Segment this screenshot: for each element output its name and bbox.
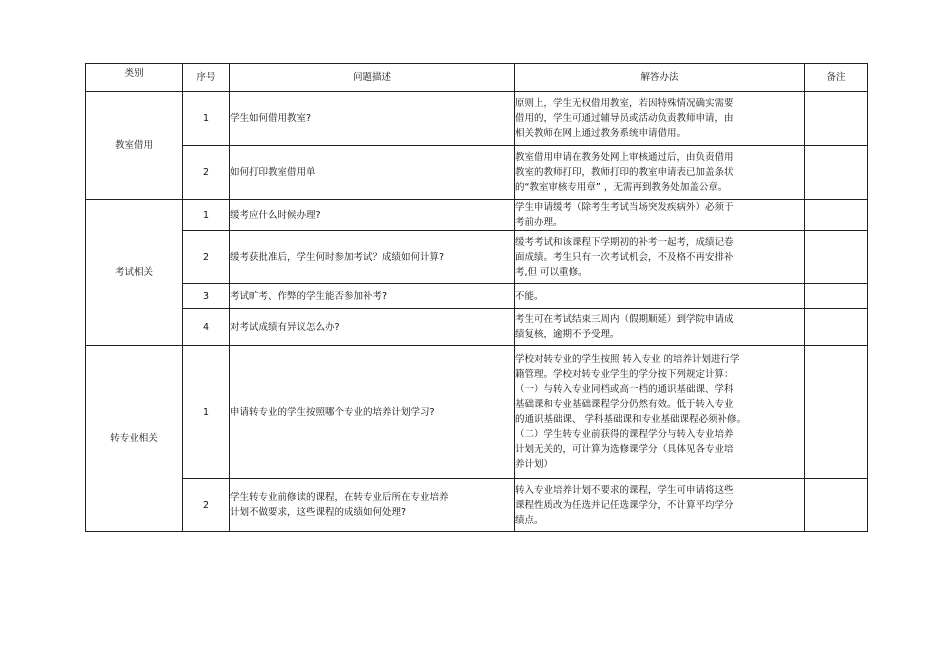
question-line: 对考试成绩有异议怎么办? bbox=[230, 321, 340, 333]
answer-line: 的“教室审核专用章” ，无需再到教务处加盖公章。 bbox=[515, 182, 728, 193]
note-cell bbox=[805, 309, 868, 346]
answer-line: 转入专业培养计划不要求的课程，学生可申请将这些 bbox=[515, 484, 734, 496]
question-line: 缓考获批准后，学生何时参加考试？成绩如何计算? bbox=[230, 251, 445, 263]
answer-line: 课程性质改为任选并记任选课学分，不计算平均学分 bbox=[515, 499, 734, 511]
question-line: 学生如何借用教室? bbox=[230, 113, 312, 124]
number-cell: 4 bbox=[183, 309, 230, 346]
answer-cell bbox=[515, 200, 805, 231]
number-cell: 1 bbox=[183, 346, 230, 479]
number-cell: 2 bbox=[183, 146, 230, 200]
answer-line: 原则上，学生无权借用教室，若因特殊情况确实需要 bbox=[515, 98, 734, 109]
number-cell: 3 bbox=[183, 284, 230, 309]
question-cell bbox=[230, 200, 515, 231]
answer-line: 的通识基础课、 学科基础课和专业基础课程必须补修。 bbox=[515, 414, 747, 425]
answer-cell bbox=[515, 231, 805, 284]
answer-line: 考,但 可以重修。 bbox=[515, 266, 588, 278]
answer-line: 考前办理。 bbox=[515, 217, 563, 228]
answer-line: 考生可在考试结束三周内（假期顺延）到学院申请成 bbox=[515, 314, 734, 325]
question-line: 计划不做要求，这些课程的成绩如何处理? bbox=[230, 507, 407, 518]
question-line: 如何打印教室借用单 bbox=[230, 167, 316, 178]
answer-line: 相关教师在网上通过教务系统申请借用。 bbox=[515, 128, 687, 139]
table-row bbox=[86, 92, 868, 146]
note-cell bbox=[805, 146, 868, 200]
answer-line: 学校对转专业的学生按照 转入专业 的培养计划进行学 bbox=[515, 354, 740, 365]
question-cell bbox=[230, 479, 515, 532]
answer-line: 借用的，学生可通过辅导员或活动负责教师申请，由 bbox=[515, 113, 734, 124]
header-category: 类别 bbox=[86, 64, 183, 92]
answer-cell bbox=[515, 346, 805, 479]
answer-line: 绩复核，逾期不予受理。 bbox=[515, 329, 620, 340]
number-cell: 2 bbox=[183, 231, 230, 284]
number-cell: 1 bbox=[183, 92, 230, 146]
header-note: 备注 bbox=[805, 64, 868, 92]
table-row bbox=[86, 231, 868, 284]
answer-line: 缓考考试和该课程下学期初的补考一起考，成绩记卷 bbox=[515, 236, 734, 248]
category-cell: 转专业相关 bbox=[86, 346, 183, 532]
faq-body bbox=[86, 92, 868, 532]
question-line: 缓考应什么时候办理? bbox=[230, 209, 321, 221]
header-answer: 解答办法 bbox=[515, 64, 805, 92]
answer-cell bbox=[515, 92, 805, 146]
question-cell bbox=[230, 231, 515, 284]
answer-line: 基础课和专业基础课程学分仍然有效。低于转入专业 bbox=[515, 399, 734, 410]
table-row bbox=[86, 200, 868, 231]
table-row bbox=[86, 146, 868, 200]
note-cell bbox=[805, 231, 868, 284]
answer-cell bbox=[515, 309, 805, 346]
question-cell bbox=[230, 309, 515, 346]
note-cell bbox=[805, 284, 868, 309]
question-line: 学生转专业前修读的课程，在转专业后所在专业培养 bbox=[230, 492, 449, 503]
number-cell: 1 bbox=[183, 200, 230, 231]
category-cell: 考试相关 bbox=[86, 200, 183, 346]
answer-line: 学生申请缓考（除考生考试当场突发疾病外）必须于 bbox=[515, 202, 734, 213]
category-cell: 教室借用 bbox=[86, 92, 183, 200]
table-row bbox=[86, 284, 868, 309]
question-line: 考试旷考、作弊的学生能否参加补考? bbox=[230, 290, 388, 302]
question-cell bbox=[230, 146, 515, 200]
answer-cell bbox=[515, 284, 805, 309]
answer-line: 面成绩。考生只有一次考试机会，不及格不再安排补 bbox=[515, 251, 734, 263]
header-row bbox=[86, 64, 868, 92]
faq-table bbox=[85, 63, 868, 532]
table-row bbox=[86, 479, 868, 532]
answer-line: 绩点。 bbox=[515, 514, 544, 526]
note-cell bbox=[805, 479, 868, 532]
answer-line: 教室借用申请在教务处网上审核通过后，由负责借用 bbox=[515, 152, 734, 163]
note-cell bbox=[805, 92, 868, 146]
answer-line: （二）学生转专业前获得的课程学分与转入专业培养 bbox=[515, 429, 734, 440]
answer-cell bbox=[515, 479, 805, 532]
answer-line: 计划无关的，可计算为选修课学分（具体见各专业培 bbox=[515, 444, 734, 455]
answer-line: 籍管理。学校对转专业学生的学分按下列规定计算： bbox=[515, 369, 734, 380]
note-cell bbox=[805, 200, 868, 231]
question-cell bbox=[230, 92, 515, 146]
answer-cell bbox=[515, 146, 805, 200]
header-number: 序号 bbox=[183, 64, 230, 92]
table-row bbox=[86, 346, 868, 479]
answer-line: 教室的教师打印，教师打印的教室申请表已加盖条状 bbox=[515, 167, 734, 178]
answer-line: （一）与转入专业同档或高一档的通识基础课、学科 bbox=[515, 384, 734, 395]
number-cell: 2 bbox=[183, 479, 230, 532]
answer-line: 养计划） bbox=[515, 459, 554, 470]
question-cell bbox=[230, 284, 515, 309]
answer-line: 不能。 bbox=[515, 290, 544, 302]
question-cell bbox=[230, 346, 515, 479]
table-row bbox=[86, 309, 868, 346]
note-cell bbox=[805, 346, 868, 479]
question-line: 申请转专业的学生按照哪个专业的培养计划学习? bbox=[230, 406, 435, 418]
header-question: 问题描述 bbox=[230, 64, 515, 92]
